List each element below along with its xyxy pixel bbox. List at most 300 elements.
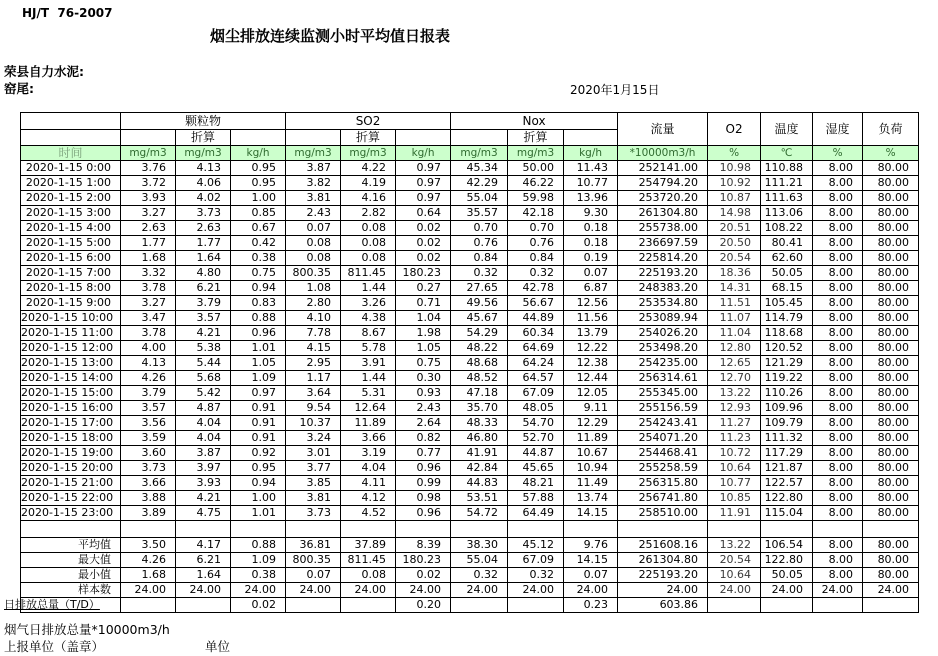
subheader-converted-so2: 折算: [341, 130, 396, 146]
summary-row: [21, 583, 919, 598]
value-cell: 4.04: [176, 416, 231, 431]
summary-value-cell: [176, 598, 231, 613]
value-cell: 0.94: [231, 476, 286, 491]
value-cell: 4.22: [341, 161, 396, 176]
flue-gas-total-note: 烟气日排放总量*10000m3/h: [4, 622, 170, 637]
value-cell: 254243.41: [618, 416, 708, 431]
value-cell: 0.95: [231, 161, 286, 176]
table-row: [21, 221, 919, 236]
value-cell: 5.44: [176, 356, 231, 371]
value-cell: 254071.20: [618, 431, 708, 446]
value-cell: 180.23: [396, 266, 451, 281]
time-cell: 2020-1-15 16:00: [21, 401, 121, 416]
value-cell: 0.98: [396, 491, 451, 506]
summary-value-cell: 180.23: [396, 553, 451, 568]
table-row: [21, 431, 919, 446]
value-cell: 2.95: [286, 356, 341, 371]
value-cell: 0.08: [341, 251, 396, 266]
col-header-so2: SO2: [286, 113, 451, 130]
value-cell: 48.52: [451, 371, 508, 386]
value-cell: 0.30: [396, 371, 451, 386]
value-cell: 1.77: [176, 236, 231, 251]
value-cell: 10.37: [286, 416, 341, 431]
col-header-flow: 流量: [618, 113, 708, 146]
table-row: [21, 161, 919, 176]
value-cell: 3.78: [121, 326, 176, 341]
value-cell: 80.00: [863, 416, 919, 431]
value-cell: 68.15: [761, 281, 813, 296]
value-cell: 8.00: [813, 476, 863, 491]
summary-value-cell: 811.45: [341, 553, 396, 568]
value-cell: 1.68: [121, 251, 176, 266]
summary-value-cell: 800.35: [286, 553, 341, 568]
value-cell: 2.82: [341, 206, 396, 221]
value-cell: 1.08: [286, 281, 341, 296]
value-cell: 122.80: [761, 491, 813, 506]
summary-value-cell: 106.54: [761, 538, 813, 553]
value-cell: 1.01: [231, 341, 286, 356]
value-cell: 7.78: [286, 326, 341, 341]
value-cell: 20.51: [708, 221, 761, 236]
value-cell: 114.79: [761, 311, 813, 326]
summary-value-cell: 0.07: [564, 568, 618, 583]
table-row: [21, 266, 919, 281]
summary-value-cell: [761, 598, 813, 613]
value-cell: 80.00: [863, 461, 919, 476]
value-cell: 80.00: [863, 191, 919, 206]
value-cell: 5.31: [341, 386, 396, 401]
value-cell: 12.65: [708, 356, 761, 371]
value-cell: 253534.80: [618, 296, 708, 311]
value-cell: 12.22: [564, 341, 618, 356]
value-cell: 12.70: [708, 371, 761, 386]
value-cell: 0.32: [508, 266, 564, 281]
summary-label: 最大值: [21, 553, 121, 568]
table-row: [21, 251, 919, 266]
time-cell: 2020-1-15 0:00: [21, 161, 121, 176]
summary-value-cell: 24.00: [396, 583, 451, 598]
value-cell: 0.02: [396, 221, 451, 236]
value-cell: 11.04: [708, 326, 761, 341]
summary-value-cell: 8.00: [813, 553, 863, 568]
value-cell: 8.00: [813, 236, 863, 251]
table-row: [21, 386, 919, 401]
summary-value-cell: 251608.16: [618, 538, 708, 553]
unit-cell: %: [863, 146, 919, 161]
value-cell: 57.88: [508, 491, 564, 506]
unit-cell: kg/h: [564, 146, 618, 161]
value-cell: 255258.59: [618, 461, 708, 476]
value-cell: 6.87: [564, 281, 618, 296]
value-cell: 0.77: [396, 446, 451, 461]
value-cell: 0.70: [508, 221, 564, 236]
value-cell: 3.56: [121, 416, 176, 431]
time-cell: 2020-1-15 1:00: [21, 176, 121, 191]
value-cell: 44.89: [508, 311, 564, 326]
value-cell: 4.21: [176, 491, 231, 506]
value-cell: 35.70: [451, 401, 508, 416]
value-cell: 1.05: [396, 341, 451, 356]
unit-cell: mg/m3: [121, 146, 176, 161]
value-cell: 4.00: [121, 341, 176, 356]
value-cell: 47.18: [451, 386, 508, 401]
value-cell: 27.65: [451, 281, 508, 296]
value-cell: 4.21: [176, 326, 231, 341]
value-cell: 80.00: [863, 236, 919, 251]
summary-value-cell: [508, 598, 564, 613]
value-cell: 253720.20: [618, 191, 708, 206]
value-cell: 80.00: [863, 251, 919, 266]
summary-value-cell: 1.64: [176, 568, 231, 583]
value-cell: 113.06: [761, 206, 813, 221]
value-cell: 12.93: [708, 401, 761, 416]
value-cell: 80.00: [863, 161, 919, 176]
value-cell: 111.32: [761, 431, 813, 446]
value-cell: 8.00: [813, 506, 863, 521]
value-cell: 2.64: [396, 416, 451, 431]
summary-value-cell: 24.00: [813, 583, 863, 598]
value-cell: 3.93: [176, 476, 231, 491]
summary-value-cell: 36.81: [286, 538, 341, 553]
value-cell: 3.26: [341, 296, 396, 311]
value-cell: 11.23: [708, 431, 761, 446]
value-cell: 0.75: [231, 266, 286, 281]
summary-value-cell: 8.00: [813, 538, 863, 553]
value-cell: 80.00: [863, 476, 919, 491]
value-cell: 122.57: [761, 476, 813, 491]
value-cell: 14.15: [564, 506, 618, 521]
summary-value-cell: 24.00: [618, 583, 708, 598]
value-cell: 3.27: [121, 296, 176, 311]
value-cell: 12.05: [564, 386, 618, 401]
subheader-converted-particulate: 折算: [176, 130, 231, 146]
table-row: [21, 191, 919, 206]
value-cell: 4.26: [121, 371, 176, 386]
value-cell: 0.18: [564, 236, 618, 251]
value-cell: 42.78: [508, 281, 564, 296]
summary-label: 日排放总量（T/D）: [21, 598, 121, 613]
value-cell: 8.00: [813, 251, 863, 266]
value-cell: 80.00: [863, 401, 919, 416]
value-cell: 4.19: [341, 176, 396, 191]
value-cell: 80.00: [863, 296, 919, 311]
value-cell: 48.05: [508, 401, 564, 416]
value-cell: 0.85: [231, 206, 286, 221]
value-cell: 0.07: [286, 221, 341, 236]
value-cell: 10.94: [564, 461, 618, 476]
summary-row: [21, 553, 919, 568]
value-cell: 0.08: [286, 236, 341, 251]
value-cell: 0.97: [396, 176, 451, 191]
unit-cell: %: [813, 146, 863, 161]
value-cell: 3.93: [121, 191, 176, 206]
value-cell: 4.52: [341, 506, 396, 521]
summary-value-cell: 80.00: [863, 568, 919, 583]
value-cell: 80.00: [863, 431, 919, 446]
subheader-converted-nox: 折算: [508, 130, 564, 146]
value-cell: 35.57: [451, 206, 508, 221]
table-row: [21, 311, 919, 326]
time-cell: 2020-1-15 13:00: [21, 356, 121, 371]
value-cell: 3.76: [121, 161, 176, 176]
value-cell: 1.00: [231, 191, 286, 206]
standard-number: HJ/T 76-2007: [22, 6, 113, 20]
value-cell: 1.00: [231, 491, 286, 506]
table-row: [21, 356, 919, 371]
value-cell: 50.00: [508, 161, 564, 176]
value-cell: 64.24: [508, 356, 564, 371]
value-cell: 3.78: [121, 281, 176, 296]
summary-value-cell: 0.20: [396, 598, 451, 613]
value-cell: 3.47: [121, 311, 176, 326]
value-cell: 120.52: [761, 341, 813, 356]
report-unit-label: 上报单位（盖章）: [4, 639, 105, 654]
time-cell: 2020-1-15 18:00: [21, 431, 121, 446]
value-cell: 0.84: [451, 251, 508, 266]
summary-value-cell: 24.00: [761, 583, 813, 598]
value-cell: 8.00: [813, 446, 863, 461]
summary-value-cell: 45.12: [508, 538, 564, 553]
value-cell: 18.36: [708, 266, 761, 281]
time-cell: 2020-1-15 11:00: [21, 326, 121, 341]
summary-value-cell: 6.21: [176, 553, 231, 568]
header-empty-cell: [121, 130, 176, 146]
value-cell: 80.00: [863, 446, 919, 461]
value-cell: 54.70: [508, 416, 564, 431]
summary-value-cell: 24.00: [508, 583, 564, 598]
time-cell: 2020-1-15 2:00: [21, 191, 121, 206]
table-row: [21, 476, 919, 491]
value-cell: 0.08: [341, 236, 396, 251]
summary-value-cell: 8.00: [813, 568, 863, 583]
value-cell: 44.87: [508, 446, 564, 461]
summary-value-cell: 80.00: [863, 538, 919, 553]
value-cell: 5.68: [176, 371, 231, 386]
summary-value-cell: [813, 598, 863, 613]
value-cell: 0.08: [341, 221, 396, 236]
value-cell: 11.89: [341, 416, 396, 431]
time-cell: 2020-1-15 6:00: [21, 251, 121, 266]
value-cell: 1.64: [176, 251, 231, 266]
time-cell: 2020-1-15 5:00: [21, 236, 121, 251]
value-cell: 121.29: [761, 356, 813, 371]
value-cell: 80.00: [863, 281, 919, 296]
value-cell: 0.32: [451, 266, 508, 281]
time-cell: 2020-1-15 12:00: [21, 341, 121, 356]
value-cell: 8.00: [813, 311, 863, 326]
value-cell: 3.24: [286, 431, 341, 446]
value-cell: 1.98: [396, 326, 451, 341]
value-cell: 248383.20: [618, 281, 708, 296]
value-cell: 6.21: [176, 281, 231, 296]
header-row-groups: [21, 113, 919, 130]
summary-value-cell: 0.32: [451, 568, 508, 583]
value-cell: 253089.94: [618, 311, 708, 326]
value-cell: 3.82: [286, 176, 341, 191]
value-cell: 48.33: [451, 416, 508, 431]
header-empty-cell: [396, 130, 451, 146]
value-cell: 67.09: [508, 386, 564, 401]
value-cell: 80.00: [863, 266, 919, 281]
table-row: [21, 461, 919, 476]
value-cell: 45.34: [451, 161, 508, 176]
value-cell: 80.00: [863, 371, 919, 386]
value-cell: 48.68: [451, 356, 508, 371]
summary-value-cell: 8.39: [396, 538, 451, 553]
summary-value-cell: 1.09: [231, 553, 286, 568]
value-cell: 8.00: [813, 431, 863, 446]
value-cell: 8.00: [813, 266, 863, 281]
time-cell: 2020-1-15 3:00: [21, 206, 121, 221]
value-cell: 11.27: [708, 416, 761, 431]
value-cell: 56.67: [508, 296, 564, 311]
value-cell: 0.75: [396, 356, 451, 371]
summary-value-cell: 0.23: [564, 598, 618, 613]
value-cell: 3.73: [176, 206, 231, 221]
time-cell: 2020-1-15 15:00: [21, 386, 121, 401]
value-cell: 11.91: [708, 506, 761, 521]
value-cell: 3.66: [121, 476, 176, 491]
value-cell: 8.00: [813, 356, 863, 371]
value-cell: 3.19: [341, 446, 396, 461]
header-empty-cell: [21, 130, 121, 146]
value-cell: 64.69: [508, 341, 564, 356]
data-rows: [21, 161, 919, 521]
value-cell: 225193.20: [618, 266, 708, 281]
value-cell: 8.00: [813, 296, 863, 311]
value-cell: 4.75: [176, 506, 231, 521]
header-empty-cell: [564, 130, 618, 146]
value-cell: 4.38: [341, 311, 396, 326]
value-cell: 3.87: [286, 161, 341, 176]
table-row: [21, 371, 919, 386]
value-cell: 8.00: [813, 491, 863, 506]
value-cell: 0.95: [231, 176, 286, 191]
value-cell: 9.54: [286, 401, 341, 416]
value-cell: 121.87: [761, 461, 813, 476]
summary-value-cell: 14.15: [564, 553, 618, 568]
value-cell: 8.00: [813, 341, 863, 356]
summary-value-cell: 24.00: [286, 583, 341, 598]
summary-value-cell: [708, 598, 761, 613]
value-cell: 46.22: [508, 176, 564, 191]
col-header-load: 负荷: [863, 113, 919, 146]
summary-value-cell: 24.00: [176, 583, 231, 598]
value-cell: 54.72: [451, 506, 508, 521]
summary-value-cell: 0.32: [508, 568, 564, 583]
summary-value-cell: 10.64: [708, 568, 761, 583]
spacer-row: [21, 521, 919, 538]
header-empty-cell: [451, 130, 508, 146]
value-cell: 8.00: [813, 401, 863, 416]
value-cell: 64.49: [508, 506, 564, 521]
value-cell: 80.00: [863, 326, 919, 341]
summary-value-cell: 122.80: [761, 553, 813, 568]
value-cell: 0.76: [508, 236, 564, 251]
report-title: 烟尘排放连续监测小时平均值日报表: [209, 27, 450, 45]
value-cell: 3.79: [176, 296, 231, 311]
table-row: [21, 446, 919, 461]
value-cell: 80.00: [863, 491, 919, 506]
value-cell: 4.11: [341, 476, 396, 491]
table-row: [21, 296, 919, 311]
value-cell: 1.77: [121, 236, 176, 251]
value-cell: 52.70: [508, 431, 564, 446]
time-cell: 2020-1-15 9:00: [21, 296, 121, 311]
value-cell: 14.31: [708, 281, 761, 296]
value-cell: 10.85: [708, 491, 761, 506]
summary-label: 平均值: [21, 538, 121, 553]
value-cell: 10.98: [708, 161, 761, 176]
value-cell: 12.44: [564, 371, 618, 386]
value-cell: 80.00: [863, 356, 919, 371]
value-cell: 42.18: [508, 206, 564, 221]
value-cell: 0.96: [396, 461, 451, 476]
value-cell: 119.22: [761, 371, 813, 386]
value-cell: 109.79: [761, 416, 813, 431]
value-cell: 0.91: [231, 416, 286, 431]
value-cell: 4.80: [176, 266, 231, 281]
value-cell: 5.78: [341, 341, 396, 356]
summary-value-cell: 80.00: [863, 553, 919, 568]
summary-value-cell: 4.17: [176, 538, 231, 553]
value-cell: 0.08: [286, 251, 341, 266]
summary-value-cell: [863, 598, 919, 613]
unit-cell: mg/m3: [451, 146, 508, 161]
value-cell: 9.30: [564, 206, 618, 221]
value-cell: 62.60: [761, 251, 813, 266]
value-cell: 2.43: [286, 206, 341, 221]
value-cell: 252141.00: [618, 161, 708, 176]
table-row: [21, 341, 919, 356]
value-cell: 254468.41: [618, 446, 708, 461]
summary-value-cell: 24.00: [231, 583, 286, 598]
value-cell: 105.45: [761, 296, 813, 311]
value-cell: 41.91: [451, 446, 508, 461]
value-cell: 255738.00: [618, 221, 708, 236]
summary-value-cell: 0.02: [231, 598, 286, 613]
value-cell: 0.38: [231, 251, 286, 266]
value-cell: 3.57: [121, 401, 176, 416]
col-header-humidity: 湿度: [813, 113, 863, 146]
summary-value-cell: 20.54: [708, 553, 761, 568]
value-cell: 254026.20: [618, 326, 708, 341]
value-cell: 50.05: [761, 266, 813, 281]
value-cell: 60.34: [508, 326, 564, 341]
unit-cell: %: [708, 146, 761, 161]
value-cell: 20.54: [708, 251, 761, 266]
value-cell: 0.92: [231, 446, 286, 461]
summary-row: [21, 568, 919, 583]
value-cell: 0.19: [564, 251, 618, 266]
value-cell: 10.77: [564, 176, 618, 191]
summary-value-cell: 13.22: [708, 538, 761, 553]
value-cell: 4.04: [341, 461, 396, 476]
value-cell: 0.18: [564, 221, 618, 236]
value-cell: 111.63: [761, 191, 813, 206]
value-cell: 8.00: [813, 221, 863, 236]
value-cell: 256741.80: [618, 491, 708, 506]
summary-value-cell: [341, 598, 396, 613]
value-cell: 4.10: [286, 311, 341, 326]
value-cell: 13.74: [564, 491, 618, 506]
summary-value-cell: 24.00: [863, 583, 919, 598]
value-cell: 42.29: [451, 176, 508, 191]
table-row: [21, 491, 919, 506]
value-cell: 3.88: [121, 491, 176, 506]
summary-value-cell: 37.89: [341, 538, 396, 553]
value-cell: 110.26: [761, 386, 813, 401]
